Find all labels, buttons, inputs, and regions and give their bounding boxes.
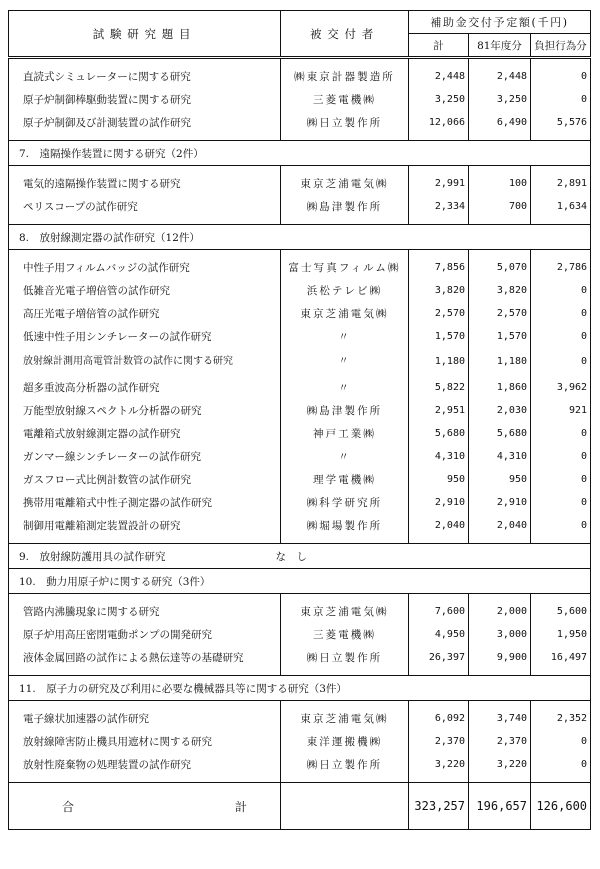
row-debt: 1,950: [531, 623, 591, 646]
row-recipient: ㈱日立製作所: [281, 753, 409, 776]
row-fy: 3,740: [469, 707, 531, 730]
row-recipient: ㈱日立製作所: [281, 646, 409, 669]
table-row: [9, 399, 591, 422]
section-heading-row: [9, 141, 591, 166]
spacer-cell: [531, 58, 591, 66]
row-title: 直読式シミュレーターに関する研究: [9, 65, 281, 88]
table-row: [9, 468, 591, 491]
row-fy: 2,000: [469, 600, 531, 623]
row-fy: 6,490: [469, 111, 531, 134]
table-row: [9, 623, 591, 646]
row-total: 2,334: [409, 195, 469, 218]
row-debt: 0: [531, 88, 591, 111]
row-title: ガンマー線シンチレーターの試作研究: [9, 445, 281, 468]
row-fy: 3,220: [469, 753, 531, 776]
section-heading-text: 7. 遠隔操作装置に関する研究（2件）: [19, 147, 204, 160]
header-title: 試験研究題目: [9, 11, 281, 58]
row-total: 2,370: [409, 730, 469, 753]
row-title: 電気的遠隔操作装置に関する研究: [9, 172, 281, 195]
row-total: 2,448: [409, 65, 469, 88]
row-recipient: ㈱東京計器製造所: [281, 65, 409, 88]
section-heading-text: 9. 放射線防護用具の試作研究: [19, 550, 166, 563]
row-title: ペリスコープの試作研究: [9, 195, 281, 218]
row-title: 放射性廃棄物の処理装置の試作研究: [9, 753, 281, 776]
section-heading-row: [9, 225, 591, 250]
header-total: 計: [409, 34, 469, 58]
row-title: 管路内沸騰現象に関する研究: [9, 600, 281, 623]
row-debt: 0: [531, 65, 591, 88]
table-row: [9, 88, 591, 111]
row-recipient: 浜松テレビ㈱: [281, 279, 409, 302]
footer-recipient-empty: [281, 783, 409, 830]
header-recipient: 被交付者: [281, 11, 409, 58]
row-recipient: 東京芝浦電気㈱: [281, 707, 409, 730]
row-debt: 1,634: [531, 195, 591, 218]
table-row: [9, 111, 591, 134]
row-title: 液体金属回路の試作による熱伝達等の基礎研究: [9, 646, 281, 669]
row-title: 低雑音光電子増倍管の試作研究: [9, 279, 281, 302]
row-fy: 700: [469, 195, 531, 218]
row-title: 放射線計測用高電管計数管の試作に関する研究: [9, 348, 281, 376]
section-heading-row: [9, 544, 591, 569]
row-title: ガスフロー式比例計数管の試作研究: [9, 468, 281, 491]
row-total: 3,820: [409, 279, 469, 302]
row-title: 携帯用電離箱式中性子測定器の試作研究: [9, 491, 281, 514]
row-fy: 3,250: [469, 88, 531, 111]
row-total: 6,092: [409, 707, 469, 730]
row-debt: 5,576: [531, 111, 591, 134]
row-recipient: ㈱島津製作所: [281, 195, 409, 218]
row-debt: 3,962: [531, 376, 591, 399]
row-debt: 921: [531, 399, 591, 422]
footer-label: [9, 783, 281, 830]
footer-debt: 126,600: [531, 783, 591, 830]
table-row: [9, 302, 591, 325]
row-title: 低速中性子用シンチレーターの試作研究: [9, 325, 281, 348]
table-body: [9, 58, 591, 783]
spacer-row: [9, 58, 591, 66]
row-recipient: 東京芝浦電気㈱: [281, 172, 409, 195]
row-title: 原子炉制御及び計測装置の試作研究: [9, 111, 281, 134]
row-title: 制御用電離箱測定装置設計の研究: [9, 514, 281, 537]
table-row: [9, 491, 591, 514]
row-debt: 0: [531, 753, 591, 776]
section-heading-row: [9, 569, 591, 594]
row-debt: 0: [531, 348, 591, 376]
section-heading: [9, 544, 591, 569]
row-fy: 2,370: [469, 730, 531, 753]
row-total: 3,250: [409, 88, 469, 111]
row-total: 7,856: [409, 256, 469, 279]
row-fy: 2,570: [469, 302, 531, 325]
row-recipient: 〃: [281, 348, 409, 376]
table-row: [9, 279, 591, 302]
row-debt: 0: [531, 302, 591, 325]
section-heading: [9, 225, 591, 250]
row-recipient: 三菱電機㈱: [281, 88, 409, 111]
row-debt: 0: [531, 514, 591, 537]
section-heading-note: な し: [275, 550, 308, 563]
row-fy: 3,000: [469, 623, 531, 646]
table-row: [9, 445, 591, 468]
row-recipient: 三菱電機㈱: [281, 623, 409, 646]
footer-label-b: 計: [234, 799, 247, 814]
row-total: 4,310: [409, 445, 469, 468]
footer-label-a: 合: [62, 799, 75, 814]
row-title: 高圧光電子増倍管の試作研究: [9, 302, 281, 325]
section-heading-text: 8. 放射線測定器の試作研究（12件）: [19, 231, 200, 244]
table-row: [9, 707, 591, 730]
row-total: 5,680: [409, 422, 469, 445]
row-recipient: 〃: [281, 325, 409, 348]
table-row: [9, 753, 591, 776]
section-heading: [9, 676, 591, 701]
row-fy: 1,180: [469, 348, 531, 376]
row-fy: 2,910: [469, 491, 531, 514]
row-title: 原子炉制御棒駆動装置に関する研究: [9, 88, 281, 111]
table-row: [9, 514, 591, 537]
section-heading-text: 11. 原子力の研究及び利用に必要な機械器具等に関する研究（3件）: [19, 682, 347, 695]
row-total: 2,570: [409, 302, 469, 325]
row-debt: 0: [531, 325, 591, 348]
row-debt: 2,786: [531, 256, 591, 279]
row-fy: 950: [469, 468, 531, 491]
row-total: 26,397: [409, 646, 469, 669]
row-title: 超多重波高分析器の試作研究: [9, 376, 281, 399]
spacer-cell: [281, 58, 409, 66]
row-title: 万能型放射線スペクトル分析器の研究: [9, 399, 281, 422]
row-total: 12,066: [409, 111, 469, 134]
row-recipient: 東京芝浦電気㈱: [281, 302, 409, 325]
header-budget: 補助金交付予定額(千円): [409, 11, 591, 34]
row-total: 1,570: [409, 325, 469, 348]
row-total: 1,180: [409, 348, 469, 376]
row-debt: 0: [531, 279, 591, 302]
row-recipient: 東洋運搬機㈱: [281, 730, 409, 753]
table-row: [9, 376, 591, 399]
row-debt: 5,600: [531, 600, 591, 623]
row-debt: 16,497: [531, 646, 591, 669]
row-fy: 5,680: [469, 422, 531, 445]
row-debt: 2,891: [531, 172, 591, 195]
row-title: 中性子用フィルムバッジの試作研究: [9, 256, 281, 279]
table-row: [9, 600, 591, 623]
row-title: 電子線状加速器の試作研究: [9, 707, 281, 730]
row-fy: 9,900: [469, 646, 531, 669]
section-heading-row: [9, 676, 591, 701]
section-heading: [9, 141, 591, 166]
row-total: 3,220: [409, 753, 469, 776]
row-total: 5,822: [409, 376, 469, 399]
table-row: [9, 730, 591, 753]
row-recipient: 富士写真フィルム㈱: [281, 256, 409, 279]
spacer-cell: [409, 58, 469, 66]
row-fy: 2,030: [469, 399, 531, 422]
row-debt: 0: [531, 730, 591, 753]
row-recipient: 神戸工業㈱: [281, 422, 409, 445]
row-title: 放射線障害防止機具用遮材に関する研究: [9, 730, 281, 753]
table-row: [9, 256, 591, 279]
row-total: 2,910: [409, 491, 469, 514]
row-fy: 4,310: [469, 445, 531, 468]
table-row: [9, 65, 591, 88]
table-row: [9, 195, 591, 218]
row-total: 2,040: [409, 514, 469, 537]
table-row: [9, 646, 591, 669]
row-total: 7,600: [409, 600, 469, 623]
section-heading: [9, 569, 591, 594]
row-debt: 2,352: [531, 707, 591, 730]
subsidy-table: [8, 10, 591, 830]
row-recipient: ㈱島津製作所: [281, 399, 409, 422]
row-total: 2,991: [409, 172, 469, 195]
row-fy: 100: [469, 172, 531, 195]
row-recipient: ㈱堀場製作所: [281, 514, 409, 537]
row-debt: 0: [531, 445, 591, 468]
row-total: 950: [409, 468, 469, 491]
row-debt: 0: [531, 468, 591, 491]
row-total: 2,951: [409, 399, 469, 422]
row-recipient: 東京芝浦電気㈱: [281, 600, 409, 623]
header-fy: 81年度分: [469, 34, 531, 58]
row-fy: 2,040: [469, 514, 531, 537]
row-recipient: ㈱科学研究所: [281, 491, 409, 514]
footer-fy: 196,657: [469, 783, 531, 830]
row-title: 電離箱式放射線測定器の試作研究: [9, 422, 281, 445]
row-debt: 0: [531, 422, 591, 445]
table-row: [9, 325, 591, 348]
row-debt: 0: [531, 491, 591, 514]
header-debt: 負担行為分: [531, 34, 591, 58]
row-recipient: ㈱日立製作所: [281, 111, 409, 134]
row-recipient: 〃: [281, 376, 409, 399]
row-total: 4,950: [409, 623, 469, 646]
table-row: [9, 348, 591, 376]
spacer-cell: [9, 58, 281, 66]
table-row: [9, 422, 591, 445]
row-fy: 2,448: [469, 65, 531, 88]
section-heading-text: 10. 動力用原子炉に関する研究（3件）: [19, 575, 211, 588]
row-fy: 3,820: [469, 279, 531, 302]
row-recipient: 理学電機㈱: [281, 468, 409, 491]
row-fy: 1,860: [469, 376, 531, 399]
spacer-cell: [469, 58, 531, 66]
row-fy: 1,570: [469, 325, 531, 348]
row-fy: 5,070: [469, 256, 531, 279]
table-row: [9, 172, 591, 195]
row-title: 原子炉用高圧密閉電動ポンプの開発研究: [9, 623, 281, 646]
footer-total: 323,257: [409, 783, 469, 830]
row-recipient: 〃: [281, 445, 409, 468]
